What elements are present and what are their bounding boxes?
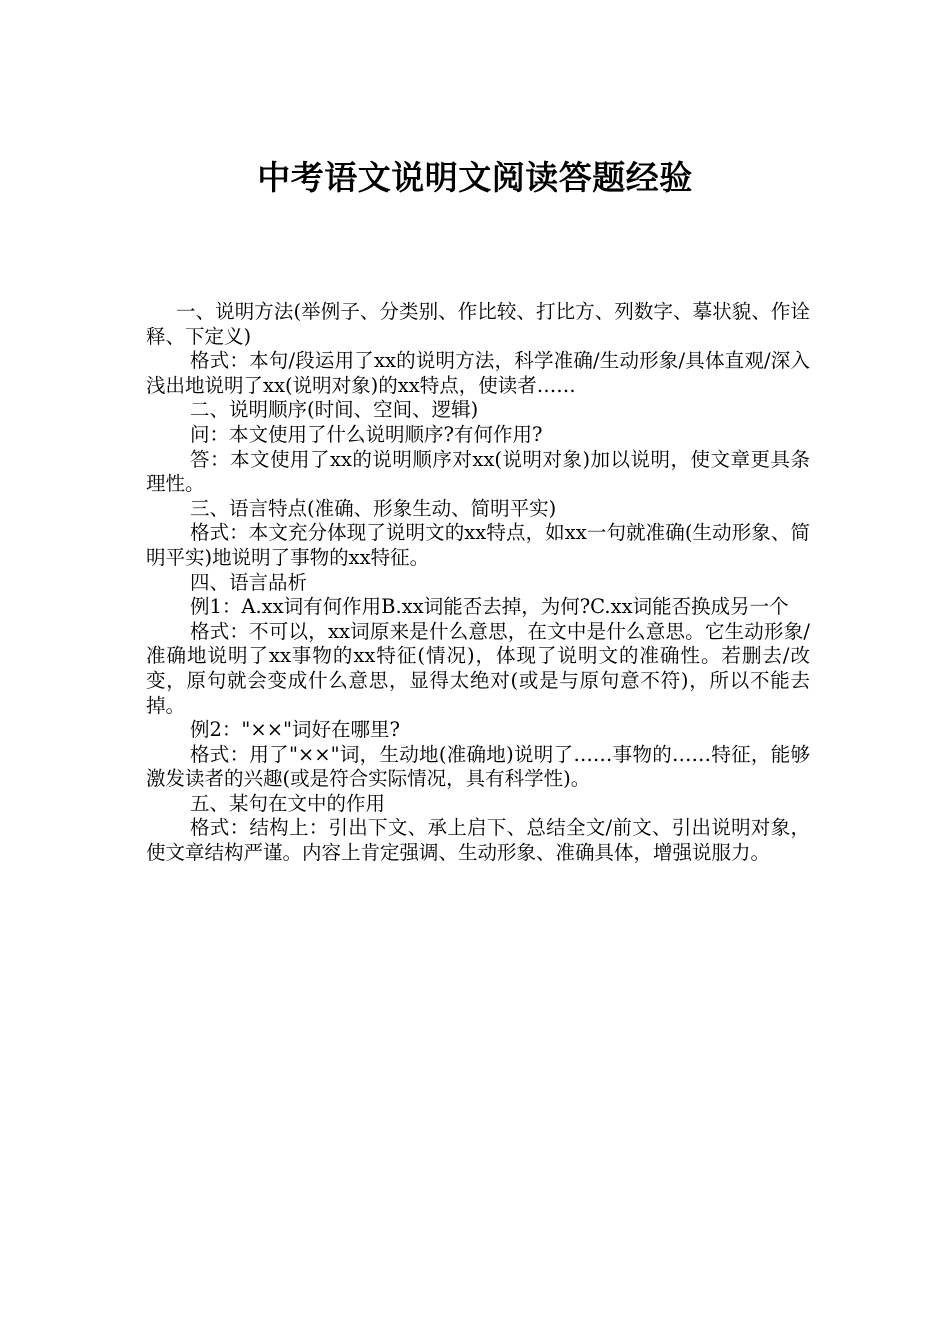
section-heading-order: 二、说明顺序(时间、空间、逻辑) [190, 398, 479, 422]
paragraph-format-sentence-role: 格式：结构上：引出下文、承上启下、总结全文/前文、引出说明对象，使文章结构严谨。内容上肯定强调、生动形象、准确具体，增强说服力。 [146, 816, 810, 865]
paragraph-format-example-1: 格式：不可以，xx词原来是什么意思，在文中是什么意思。它生动形象/准确地说明了xx事物的xx特征(情况)，体现了说明文的准确性。若删去/改变，原句就会变成什么意思，显得太绝对(或是与原句意不符)，所以不能去掉。 [146, 619, 810, 717]
paragraph-format-example-2: 格式：用了"××"词，生动地(准确地)说明了……事物的……特征，能够激发读者的兴趣(或是符合实际情况，具有科学性)。 [146, 742, 810, 791]
paragraph-answer-order: 答：本文使用了xx的说明顺序对xx(说明对象)加以说明，使文章更具条理性。 [146, 447, 810, 496]
document-body [146, 300, 810, 866]
section-heading-language-features: 三、语言特点(准确、形象生动、简明平实) [190, 496, 557, 520]
document-title: 中考语文说明文阅读答题经验 [257, 158, 693, 197]
section-heading-sentence-role: 五、某句在文中的作用 [190, 791, 386, 815]
paragraph-format-methods: 格式：本句/段运用了xx的说明方法，科学准确/生动形象/具体直观/深入浅出地说明了xx(说明对象)的xx特点，使读者…… [146, 349, 810, 397]
section-heading-language-analysis: 四、语言品析 [190, 570, 308, 594]
paragraph-example-2: 例2："××"词好在哪里? [190, 718, 400, 742]
paragraph-format-language-features: 格式：本文充分体现了说明文的xx特点，如xx一句就准确(生动形象、简明平实)地说明了事物的xx特征。 [146, 521, 810, 569]
paragraph-example-1: 例1：A.xx词有何作用B.xx词能否去掉，为何?C.xx词能否换成另一个 [190, 595, 789, 619]
section-heading-methods: 一、说明方法(举例子、分类别、作比较、打比方、列数字、摹状貌、作诠释、下定义) [146, 300, 810, 348]
paragraph-question-order: 问：本文使用了什么说明顺序?有何作用? [190, 422, 543, 446]
